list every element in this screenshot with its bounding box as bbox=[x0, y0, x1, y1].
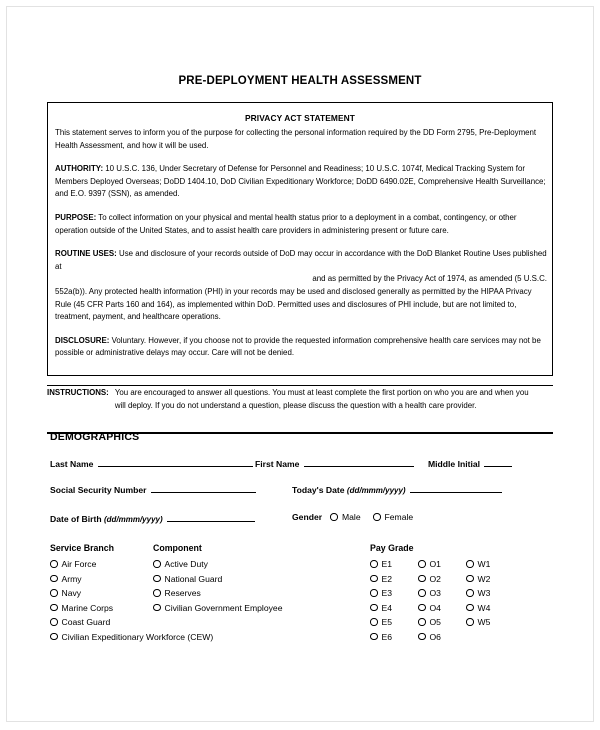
pay-grade-option-w2[interactable] bbox=[466, 571, 490, 586]
routine-uses-line1: Use and disclosure of your records outside of DoD may occur in accordance with the DoD Blanket Routine Uses published at bbox=[55, 249, 547, 271]
privacy-act-body bbox=[55, 127, 547, 360]
component-option-civilian-government-employee[interactable] bbox=[153, 600, 282, 615]
radio-icon[interactable] bbox=[373, 513, 381, 521]
name-row bbox=[50, 457, 255, 469]
option-label: W1 bbox=[477, 559, 491, 569]
radio-icon[interactable] bbox=[370, 633, 378, 641]
pay-grade-warrant-column bbox=[466, 556, 490, 644]
disclosure-paragraph bbox=[55, 335, 547, 360]
option-label: National Guard bbox=[164, 573, 223, 584]
service-branch-option-coast-guard[interactable] bbox=[50, 614, 213, 629]
routine-uses-label: ROUTINE USES: bbox=[55, 249, 117, 259]
component-option-active-duty[interactable] bbox=[153, 556, 282, 571]
pay-grade-option-e1[interactable] bbox=[370, 556, 418, 571]
pay-grade-columns bbox=[370, 556, 490, 644]
gender-field bbox=[292, 512, 413, 522]
pay-grade-option-o3[interactable] bbox=[418, 585, 466, 600]
option-label: E3 bbox=[381, 588, 393, 599]
pay-grade-option-o6[interactable] bbox=[418, 629, 466, 644]
dob-field bbox=[50, 512, 257, 524]
gender-option-male-label: Male bbox=[341, 512, 361, 522]
radio-icon[interactable] bbox=[153, 575, 161, 583]
radio-icon[interactable] bbox=[418, 575, 426, 583]
pay-grade-title: Pay Grade bbox=[370, 543, 414, 553]
radio-icon[interactable] bbox=[153, 589, 161, 597]
radio-icon[interactable] bbox=[153, 604, 161, 612]
dob-input[interactable] bbox=[167, 512, 255, 522]
radio-icon[interactable] bbox=[418, 604, 426, 612]
pay-grade-option-e2[interactable] bbox=[370, 571, 418, 586]
purpose-label: PURPOSE: bbox=[55, 212, 97, 222]
component-option-reserves[interactable] bbox=[153, 585, 282, 600]
privacy-intro-text: This statement serves to inform you of the purpose for collecting the personal information required by the DD Form 2795, Pre-Deployment Health Assessment, and how it will be used. bbox=[55, 128, 537, 150]
option-label: W5 bbox=[477, 617, 491, 628]
authority-paragraph bbox=[55, 163, 547, 201]
option-label: Active Duty bbox=[164, 559, 208, 569]
page-title: PRE-DEPLOYMENT HEALTH ASSESSMENT bbox=[178, 75, 422, 87]
ssn-label: Social Security Number bbox=[50, 485, 147, 495]
middle-initial-label: Middle Initial bbox=[428, 459, 481, 469]
gender-label: Gender bbox=[292, 512, 323, 522]
radio-icon[interactable] bbox=[330, 513, 338, 521]
pay-grade-officer-column bbox=[418, 556, 466, 644]
dob-label: Date of Birth bbox=[50, 514, 102, 524]
todays-date-input[interactable] bbox=[410, 483, 502, 493]
first-name-field bbox=[255, 457, 416, 469]
routine-uses-paragraph bbox=[55, 248, 547, 324]
first-name-label: First Name bbox=[255, 459, 300, 469]
option-label: W4 bbox=[477, 602, 491, 613]
pay-grade-option-o2[interactable] bbox=[418, 571, 466, 586]
pay-grade-option-w4[interactable] bbox=[466, 600, 490, 615]
radio-icon[interactable] bbox=[466, 589, 474, 597]
radio-icon[interactable] bbox=[418, 618, 426, 626]
gender-option-female[interactable] bbox=[373, 512, 413, 522]
instructions-label: INSTRUCTIONS: bbox=[47, 388, 109, 397]
privacy-act-box bbox=[47, 102, 553, 376]
first-name-input[interactable] bbox=[304, 457, 414, 467]
demographics-heading: DEMOGRAPHICS bbox=[50, 431, 140, 443]
option-label: W3 bbox=[477, 588, 491, 599]
option-label: Civilian Expeditionary Workforce (CEW) bbox=[61, 631, 214, 642]
gender-option-male[interactable] bbox=[330, 512, 360, 522]
radio-icon[interactable] bbox=[418, 589, 426, 597]
ssn-input[interactable] bbox=[151, 483, 256, 493]
radio-icon[interactable] bbox=[418, 633, 426, 641]
radio-icon[interactable] bbox=[50, 575, 58, 583]
radio-icon[interactable] bbox=[370, 604, 378, 612]
service-branch-option-cew[interactable] bbox=[50, 629, 213, 644]
middle-initial-input[interactable] bbox=[484, 457, 512, 467]
dob-format: (dd/mmm/yyyy) bbox=[103, 515, 163, 524]
routine-uses-rest: 552a(b)). Any protected health information (PHI) in your records may be used and disclosed generally as permitted by the HIPAA Privacy Rule (45 CFR Parts 160 and 164), as implemented within DoD. Permitted uses and disclosures of PHI include, but are not limited to, treatment, payment, and healthcare operations. bbox=[55, 286, 532, 322]
option-label: E5 bbox=[381, 617, 393, 628]
pay-grade-group bbox=[370, 543, 490, 644]
radio-icon[interactable] bbox=[50, 633, 58, 641]
ssn-field bbox=[50, 483, 258, 495]
pay-grade-option-e5[interactable] bbox=[370, 614, 418, 629]
option-label: Coast Guard bbox=[61, 617, 111, 628]
pay-grade-option-o4[interactable] bbox=[418, 600, 466, 615]
option-label: O1 bbox=[429, 559, 441, 569]
radio-icon[interactable] bbox=[370, 618, 378, 626]
instructions-text: You are encouraged to answer all questions. You must at least complete the first portion on who you are and when you will deploy. If you do not understand a question, please discuss the question with a health care provider. bbox=[114, 388, 529, 410]
purpose-paragraph bbox=[55, 212, 547, 237]
component-option-national-guard[interactable] bbox=[153, 571, 282, 586]
radio-icon[interactable] bbox=[370, 560, 378, 568]
pay-grade-option-e3[interactable] bbox=[370, 585, 418, 600]
option-label: E2 bbox=[381, 573, 393, 584]
pay-grade-option-e6[interactable] bbox=[370, 629, 418, 644]
option-label: Reserves bbox=[164, 588, 201, 599]
middle-initial-field bbox=[428, 457, 514, 469]
instructions-block bbox=[47, 387, 553, 412]
option-label: O5 bbox=[429, 617, 441, 628]
component-group bbox=[153, 543, 282, 614]
option-label: E1 bbox=[381, 559, 393, 569]
last-name-label: Last Name bbox=[50, 459, 94, 469]
purpose-text: To collect information on your physical and mental health status prior to a deployment in a combat, contingency, or other operation outside of the United States, and to assist health care providers in administering present or future care. bbox=[55, 212, 517, 235]
pay-grade-option-w3[interactable] bbox=[466, 585, 490, 600]
gender-option-female-label: Female bbox=[384, 512, 414, 522]
radio-icon[interactable] bbox=[466, 560, 474, 568]
radio-icon[interactable] bbox=[370, 589, 378, 597]
radio-icon[interactable] bbox=[50, 618, 58, 626]
radio-icon[interactable] bbox=[370, 575, 378, 583]
routine-uses-line2: and as permitted by the Privacy Act of 1974, as amended (5 U.S.C. bbox=[312, 274, 547, 284]
todays-date-format: (dd/mmm/yyyy) bbox=[346, 486, 406, 495]
authority-label: AUTHORITY: bbox=[55, 164, 104, 174]
option-label: Air Force bbox=[61, 559, 97, 569]
radio-icon[interactable] bbox=[50, 604, 58, 612]
option-label: O3 bbox=[429, 588, 441, 599]
pay-grade-option-o5[interactable] bbox=[418, 614, 466, 629]
option-label: E6 bbox=[381, 631, 393, 642]
option-label: O4 bbox=[429, 602, 441, 613]
radio-icon[interactable] bbox=[466, 618, 474, 626]
option-label: O6 bbox=[429, 631, 441, 642]
radio-icon[interactable] bbox=[466, 575, 474, 583]
component-title: Component bbox=[153, 543, 202, 553]
disclosure-text: Voluntary. However, if you choose not to provide the requested information comprehensive health care services may not be possible or administrative delays may occur. Care will not be denied. bbox=[55, 335, 541, 358]
radio-icon[interactable] bbox=[418, 560, 426, 568]
pay-grade-option-w1[interactable] bbox=[466, 556, 490, 571]
option-label: O2 bbox=[429, 573, 441, 584]
instructions-top-rule bbox=[47, 385, 553, 386]
option-label: W2 bbox=[477, 573, 491, 584]
radio-icon[interactable] bbox=[153, 560, 161, 568]
service-branch-title: Service Branch bbox=[50, 543, 115, 553]
pay-grade-enlisted-column bbox=[370, 556, 418, 644]
radio-icon[interactable] bbox=[50, 589, 58, 597]
radio-icon[interactable] bbox=[50, 560, 58, 568]
last-name-input[interactable] bbox=[98, 457, 253, 467]
pay-grade-option-w5[interactable] bbox=[466, 614, 490, 629]
privacy-intro-paragraph bbox=[55, 127, 547, 152]
pay-grade-option-e4[interactable] bbox=[370, 600, 418, 615]
radio-icon[interactable] bbox=[466, 604, 474, 612]
todays-date-label: Today's Date bbox=[292, 485, 345, 495]
authority-text: 10 U.S.C. 136, Under Secretary of Defense for Personnel and Readiness; 10 U.S.C. 1074f, Medical Tracking System for Members Deployed Overseas; DoDD 1404.10, DoD Civilian Expeditionary Workforce; DoDD 6490.02E, Comprehensive Health Surveillance; and E.O. 9397 (SSN), as amended. bbox=[55, 164, 546, 199]
todays-date-field bbox=[292, 483, 504, 495]
privacy-act-heading: PRIVACY ACT STATEMENT bbox=[244, 113, 356, 123]
option-label: Marine Corps bbox=[61, 602, 114, 613]
option-label: Civilian Government Employee bbox=[164, 602, 283, 613]
pay-grade-option-o1[interactable] bbox=[418, 556, 466, 571]
option-label: E4 bbox=[381, 602, 393, 613]
option-label: Army bbox=[61, 573, 82, 584]
disclosure-label: DISCLOSURE: bbox=[55, 335, 110, 345]
option-label: Navy bbox=[61, 588, 82, 599]
